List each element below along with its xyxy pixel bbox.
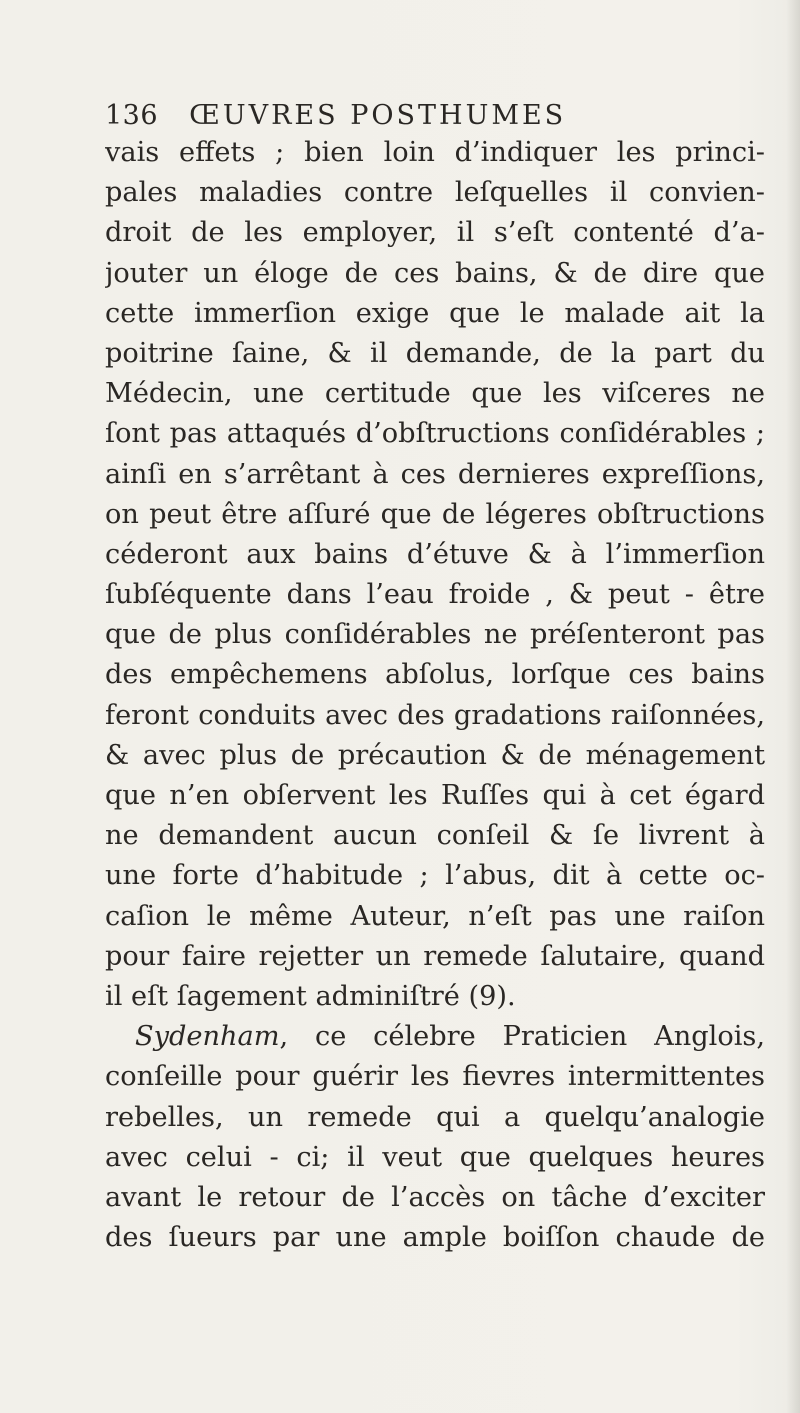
text-line: on peut être aſſuré que de légeres obſtructions <box>105 498 765 530</box>
body-text <box>105 133 765 1258</box>
text-line: vais effets ; bien loin d’indiquer les princi- <box>105 137 765 168</box>
text-line: conſeille pour guérir les fievres intermittentes <box>105 1061 765 1093</box>
text-line: ainſi en s’arrêtant à ces dernieres expreſſions, <box>105 458 765 490</box>
text-line: ſont pas attaqués d’obſtructions conſidérables ; <box>105 418 765 450</box>
author-name: Sydenham <box>135 1021 280 1053</box>
text-line: des ſueurs par une ample boiſſon chaude de <box>105 1222 765 1254</box>
text-line: pales maladies contre leſquelles il convien- <box>105 177 765 209</box>
text-line: céderont aux bains d’étuve & à l’immerſion <box>105 538 765 570</box>
page-header <box>105 96 705 136</box>
text-line: jouter un éloge de ces bains, & de dire que <box>105 257 765 289</box>
paragraph-opening-line <box>105 1017 765 1057</box>
text-line: une forte d’habitude ; l’abus, dit à cette oc- <box>105 860 765 892</box>
text-line: avec celui - ci; il veut que quelques heures <box>105 1141 765 1173</box>
page-edge-shadow <box>786 0 800 1413</box>
text-line: feront conduits avec des gradations raiſonnées, <box>105 699 765 731</box>
text-line: que de plus conſidérables ne préſenteront pas <box>105 619 765 651</box>
text-line: caſion le même Auteur, n’eſt pas une raiſon <box>105 900 765 932</box>
page-number: 136 <box>105 100 159 131</box>
text-line: des empêchemens abſolus, lorſque ces bains <box>105 659 765 691</box>
text-line: Médecin, une certitude que les viſceres ne <box>105 378 765 410</box>
text-line: poitrine ſaine, & il demande, de la part du <box>105 337 765 369</box>
opening-line-rest: , ce célebre Praticien Anglois, <box>279 1021 765 1053</box>
text-line: droit de les employer, il s’eſt contenté d’a- <box>105 217 765 249</box>
text-line: & avec plus de précaution & de ménagement <box>105 739 765 771</box>
text-line: ſubſéquente dans l’eau froide , & peut - être <box>105 579 765 611</box>
text-line: que n’en obſervent les Ruſſes qui à cet égard <box>105 780 765 811</box>
text-line: rebelles, un remede qui a quelqu’analogie <box>105 1101 765 1133</box>
text-line: avant le retour de l’accès on tâche d’exciter <box>105 1181 765 1213</box>
text-line: ne demandent aucun conſeil & ſe livrent à <box>105 820 765 852</box>
text-line-paragraph-end: il eſt ſagement adminiſtré (9). <box>105 980 516 1012</box>
text-line: pour faire rejetter un remede ſalutaire, quand <box>105 940 765 972</box>
text-line: cette immerſion exige que le malade ait la <box>105 297 765 329</box>
running-head: ŒUVRES POSTHUMES <box>189 100 567 131</box>
